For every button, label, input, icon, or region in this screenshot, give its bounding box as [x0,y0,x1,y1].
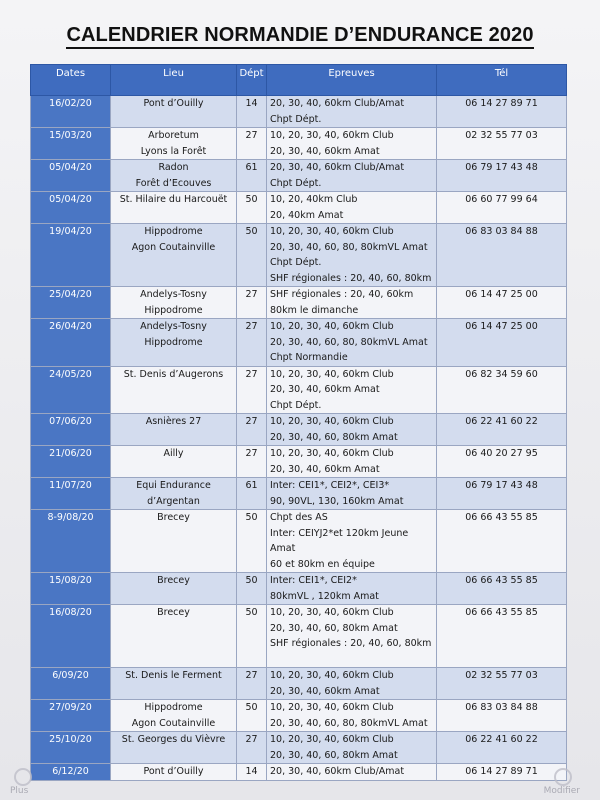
epreuve-line: 10, 20, 40km Club [270,194,358,205]
date-cell: 15/08/20 [31,573,111,605]
epreuve-line: 10, 20, 30, 40, 60km Club [270,130,394,141]
tel-cell: 06 82 34 59 60 [437,366,567,414]
dept-cell: 27 [237,446,267,478]
dept-cell: 50 [237,700,267,732]
date-cell: 19/04/20 [31,224,111,287]
tel-cell: 02 32 55 77 03 [437,668,567,700]
lieu-line: Pont d’Ouilly [143,98,204,109]
dept-cell: 50 [237,510,267,573]
date-cell: 16/02/20 [31,96,111,128]
lieu-line: Agon Coutainville [131,717,216,729]
epreuve-line: 20, 30, 40, 60, 80km Amat [270,749,398,761]
calendar-body [31,96,567,781]
table-row [31,319,567,367]
epreuves-cell [267,700,437,732]
epreuve-line: Chpt Dépt. [270,257,322,268]
lieu-line: St. Denis d’Augerons [123,368,224,380]
dept-cell: 50 [237,224,267,287]
epreuves-cell [267,478,437,510]
epreuves-cell [267,366,437,414]
epreuve-line: 20, 40km Amat [270,209,344,221]
lieu-cell [111,366,237,414]
epreuve-line [270,652,433,668]
table-row [31,732,567,764]
dept-cell: 27 [237,319,267,367]
lieu-line: Andelys-Tosny [140,321,207,332]
dept-cell: 27 [237,366,267,414]
lieu-line: Equi Endurance [136,480,211,491]
tel-cell: 06 14 27 89 71 [437,764,567,781]
date-cell: 25/04/20 [31,287,111,319]
lieu-cell [111,96,237,128]
epreuve-line: 10, 20, 30, 40, 60km Club [270,321,394,332]
dept-cell: 27 [237,732,267,764]
epreuve-line: 10, 20, 30, 40, 60km Club [270,670,394,681]
table-row [31,700,567,732]
tel-cell: 06 66 43 55 85 [437,510,567,573]
edit-icon [554,768,572,786]
lieu-cell [111,700,237,732]
lieu-cell [111,510,237,573]
dept-cell: 50 [237,192,267,224]
epreuve-line: 10, 20, 30, 40, 60km Club [270,734,394,745]
lieu-cell [111,128,237,160]
epreuve-line: Inter: CEI1*, CEI2* [270,575,357,586]
tel-cell: 06 66 43 55 85 [437,605,567,668]
table-row [31,192,567,224]
date-cell: 8-9/08/20 [31,510,111,573]
dept-cell: 50 [237,605,267,668]
page-title-text: CALENDRIER NORMANDIE D’ENDURANCE 2020 [66,24,533,49]
epreuve-line: 10, 20, 30, 40, 60km Club [270,607,394,618]
table-row [31,510,567,573]
date-cell: 27/09/20 [31,700,111,732]
lieu-line: Lyons la Forêt [140,145,207,157]
epreuves-cell [267,732,437,764]
epreuve-line: 10, 20, 30, 40, 60km Club [270,368,394,380]
date-cell: 6/12/20 [31,764,111,781]
epreuve-line: Amat [270,543,296,554]
lieu-cell [111,287,237,319]
lieu-cell [111,319,237,367]
watermark-left: Plus [10,786,29,796]
epreuve-line: 10, 20, 30, 40, 60km Club [270,226,394,237]
lieu-cell [111,605,237,668]
epreuve-line: 20, 30, 40, 60, 80, 80kmVL Amat [270,717,428,729]
lieu-cell [111,764,237,781]
lieu-cell [111,573,237,605]
lieu-cell [111,414,237,446]
share-icon [14,768,32,786]
table-row [31,128,567,160]
epreuve-line: 20, 30, 40, 60, 80, 80kmVL Amat [270,336,428,348]
epreuve-line: 20, 30, 40, 60km Club/Amat [270,162,405,173]
epreuve-line: 20, 30, 40, 60km Club/Amat [270,98,405,109]
watermark-right: Modifier [543,786,580,796]
lieu-line: Pont d’Ouilly [143,766,204,777]
lieu-cell [111,446,237,478]
lieu-line: Asnières 27 [145,416,202,427]
lieu-line: Forêt d’Ecouves [135,177,212,189]
date-cell: 07/06/20 [31,414,111,446]
table-header-row [31,65,567,96]
lieu-line: St. Georges du Vièvre [121,734,226,745]
tel-cell: 06 40 20 27 95 [437,446,567,478]
dept-cell: 14 [237,764,267,781]
lieu-line: St. Hilaire du Harcouët [119,194,228,205]
date-cell: 21/06/20 [31,446,111,478]
epreuve-line: 20, 30, 40, 60km Amat [270,384,380,395]
lieu-cell [111,160,237,192]
lieu-cell [111,192,237,224]
tel-cell: 06 66 43 55 85 [437,573,567,605]
epreuves-cell [267,224,437,287]
epreuve-line: SHF régionales : 20, 40, 60, 80km [270,638,432,649]
lieu-cell [111,224,237,287]
tel-cell: 06 22 41 60 22 [437,732,567,764]
lieu-line: Andelys-Tosny [140,289,207,300]
dept-cell: 14 [237,96,267,128]
epreuve-line: 20, 30, 40, 60km Amat [270,463,380,475]
table-row [31,366,567,414]
epreuve-line: Chpt Dépt. [270,399,322,411]
lieu-line: Hippodrome [144,336,203,348]
epreuve-line: SHF régionales : 20, 40, 60km [270,289,414,300]
epreuve-line: 20, 30, 40, 60, 80km Amat [270,622,398,634]
epreuve-line: 10, 20, 30, 40, 60km Club [270,416,394,427]
dept-cell: 61 [237,478,267,510]
header-dept: Dépt [237,65,267,96]
lieu-line: Radon [158,162,189,173]
lieu-cell [111,478,237,510]
epreuves-cell [267,319,437,367]
epreuve-line: 10, 20, 30, 40, 60km Club [270,448,394,459]
tel-cell: 06 14 47 25 00 [437,287,567,319]
table-row [31,573,567,605]
epreuves-cell [267,192,437,224]
tel-cell: 06 79 17 43 48 [437,160,567,192]
epreuve-line: 80km le dimanche [270,304,359,316]
date-cell: 6/09/20 [31,668,111,700]
table-row [31,478,567,510]
lieu-line: Hippodrome [144,304,203,316]
epreuve-line: 60 et 80km en équipe [270,558,375,570]
table-row [31,160,567,192]
epreuves-cell [267,446,437,478]
epreuve-line: 20, 30, 40, 60km Club/Amat [270,766,405,777]
epreuve-line: 20, 30, 40, 60km Amat [270,145,380,157]
calendar-table [30,64,567,781]
dept-cell: 50 [237,573,267,605]
epreuve-line: Chpt Dépt. [270,177,322,189]
date-cell: 05/04/20 [31,160,111,192]
dept-cell: 27 [237,668,267,700]
epreuve-line: Inter: CEIYJ2*et 120km Jeune [270,527,409,539]
date-cell: 26/04/20 [31,319,111,367]
lieu-line: d’Argentan [147,495,200,507]
header-epreuves: Epreuves [267,65,437,96]
epreuves-cell [267,764,437,781]
date-cell: 05/04/20 [31,192,111,224]
epreuves-cell [267,96,437,128]
epreuves-cell [267,510,437,573]
epreuve-line: 20, 30, 40, 60, 80km Amat [270,431,398,443]
epreuves-cell [267,573,437,605]
tel-cell: 06 22 41 60 22 [437,414,567,446]
lieu-cell [111,732,237,764]
date-cell: 11/07/20 [31,478,111,510]
lieu-cell [111,668,237,700]
header-lieu: Lieu [111,65,237,96]
lieu-line: Hippodrome [144,702,203,713]
epreuve-line: 90, 90VL, 130, 160km Amat [270,495,404,507]
tel-cell: 06 14 27 89 71 [437,96,567,128]
epreuve-line: Chpt Dépt. [270,113,322,125]
lieu-line: Brecey [157,512,190,523]
epreuves-cell [267,160,437,192]
epreuves-cell [267,668,437,700]
table-row [31,414,567,446]
lieu-line: Agon Coutainville [131,241,216,253]
epreuve-line: 20, 30, 40, 60, 80, 80kmVL Amat [270,241,428,253]
lieu-line: Arboretum [148,130,199,141]
date-cell: 16/08/20 [31,605,111,668]
tel-cell: 06 60 77 99 64 [437,192,567,224]
table-row [31,668,567,700]
epreuve-line: Inter: CEI1*, CEI2*, CEI3* [270,480,390,491]
epreuve-line: 80kmVL , 120km Amat [270,590,379,602]
epreuves-cell [267,128,437,160]
epreuve-line: Chpt Normandie [270,352,348,363]
table-row [31,224,567,287]
epreuves-cell [267,605,437,668]
lieu-line: Brecey [157,607,190,618]
epreuve-line: Chpt des AS [270,512,328,523]
table-row [31,287,567,319]
epreuves-cell [267,414,437,446]
tel-cell: 02 32 55 77 03 [437,128,567,160]
tel-cell: 06 79 17 43 48 [437,478,567,510]
dept-cell: 27 [237,287,267,319]
lieu-line: Hippodrome [144,226,203,237]
epreuves-cell [267,287,437,319]
dept-cell: 27 [237,414,267,446]
date-cell: 15/03/20 [31,128,111,160]
date-cell: 25/10/20 [31,732,111,764]
table-row [31,764,567,781]
table-row [31,605,567,668]
epreuve-line: 10, 20, 30, 40, 60km Club [270,702,394,713]
lieu-line: Ailly [163,448,184,459]
page-title [0,24,600,47]
tel-cell: 06 83 03 84 88 [437,224,567,287]
dept-cell: 61 [237,160,267,192]
header-dates: Dates [31,65,111,96]
dept-cell: 27 [237,128,267,160]
lieu-line: Brecey [157,575,190,586]
tel-cell: 06 14 47 25 00 [437,319,567,367]
date-cell: 24/05/20 [31,366,111,414]
lieu-line: St. Denis le Ferment [125,670,222,681]
header-tel: Tél [437,65,567,96]
epreuve-line: 20, 30, 40, 60km Amat [270,685,380,697]
table-row [31,446,567,478]
epreuve-line: SHF régionales : 20, 40, 60, 80km [270,272,432,284]
table-row [31,96,567,128]
tel-cell: 06 83 03 84 88 [437,700,567,732]
